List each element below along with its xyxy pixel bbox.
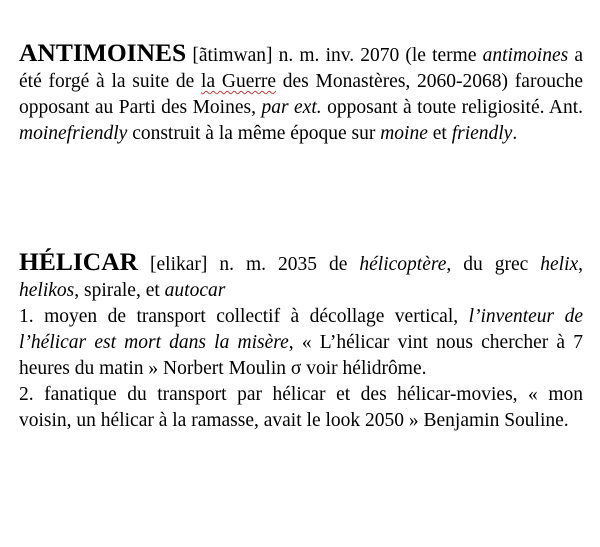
antonym-word-2: friendly <box>451 123 513 144</box>
pronunciation: [ãtimwan] <box>192 45 273 66</box>
sense-example: l’inventeur de l’hélicar est mort dans la misère <box>19 306 583 353</box>
dictionary-entry-helicar <box>19 249 583 434</box>
grammar-info: n. m. 2035 de <box>219 254 348 275</box>
etymology-word: helikos <box>19 280 75 301</box>
etymology-word: hélicoptère <box>359 254 447 275</box>
headword: ANTIMOINES <box>19 38 187 67</box>
origin-text: a été forgé à la suite de <box>19 45 584 92</box>
etymology-text: , du grec <box>446 254 529 275</box>
pronunciation: [elikar] <box>150 254 208 275</box>
sense-2: 2. fanatique du transport par hélicar et des hélicar-movies, « mon voisin, un hélicar à la ramasse, avait le look 2050 » Benjamin Souline. <box>19 384 583 431</box>
antonym-word-1: moine <box>380 123 428 144</box>
antonym: moinefriendly <box>19 123 128 144</box>
sense-quote: , « L’hélicar vint nous chercher à 7 heures du matin » Norbert Moulin σ voir hélidrôme. <box>19 332 583 379</box>
entry-end: . <box>512 123 518 144</box>
entry-header <box>19 249 583 304</box>
etymology-word: helix <box>540 254 579 275</box>
origin-term: antimoines <box>482 45 569 66</box>
dictionary-entry-antimoines <box>19 40 583 147</box>
antonym-and: et <box>432 123 447 144</box>
antonym-text: construit à la même époque sur <box>132 123 376 144</box>
headword: HÉLICAR <box>19 247 139 276</box>
grammar-info: n. m. inv. 2070 (le terme <box>278 45 477 66</box>
ext-label: par ext. <box>261 97 322 118</box>
sense-1 <box>19 304 583 382</box>
etymology-text: , spirale, et <box>74 280 160 301</box>
sense-definition: 1. moyen de transport collectif à décollage vertical, <box>19 306 459 327</box>
origin-text-cont: des Monastères, 2060-2068) farouche opposant au Parti des Moines, <box>19 71 584 118</box>
etymology-sep: , <box>578 254 584 275</box>
origin-event: la Guerre <box>201 71 277 92</box>
etymology-word: autocar <box>164 280 226 301</box>
ext-text: opposant à toute religiosité. Ant. <box>327 97 584 118</box>
